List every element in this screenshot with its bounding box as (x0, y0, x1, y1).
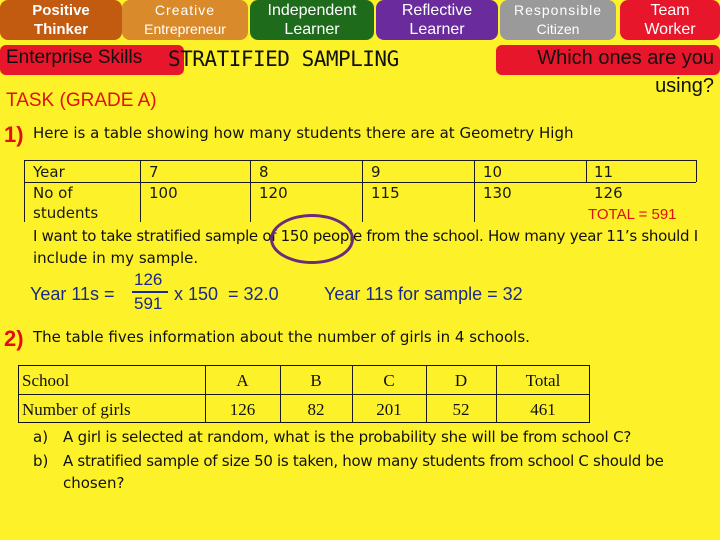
table2-row-label: Number of girls (22, 400, 131, 419)
tag-line-1: Positive (32, 2, 90, 19)
part-a-label: a) (33, 428, 49, 446)
tag-independent-learner (250, 0, 374, 40)
table-rule (362, 160, 363, 222)
table2-girls: 461 (530, 400, 556, 419)
part-b-text-a: A stratified sample of size 50 is taken, how many students from school C should be (63, 452, 664, 470)
part-b-label: b) (33, 452, 49, 470)
tag-responsible-citizen (500, 0, 616, 40)
tag-line-2: Learner (284, 21, 340, 38)
table-cell-year: 10 (483, 163, 503, 181)
table2-school: B (310, 371, 322, 390)
table-cell-year: 7 (149, 163, 159, 181)
tag-line-1: Independent (267, 2, 357, 19)
question-2-intro: The table fives information about the number of girls in 4 schools. (33, 328, 530, 346)
table-cell-count: 130 (483, 184, 512, 202)
tag-reflective-learner (376, 0, 498, 40)
fraction-bar (132, 291, 168, 293)
working-answer: Year 11s for sample = 32 (324, 284, 523, 304)
tag-line-1: Team (650, 2, 690, 19)
table-rule (474, 160, 475, 222)
table-rule (140, 160, 141, 222)
table-header-students-a: No of (33, 184, 73, 202)
table2-school: D (454, 371, 468, 390)
table2-school: Total (525, 371, 561, 390)
table2-school: C (383, 371, 395, 390)
tag-line-2: Learner (409, 21, 465, 38)
highlight-circle (270, 214, 354, 264)
table2-girls: 201 (376, 400, 402, 419)
skills-question: Which ones are you using? (537, 47, 714, 97)
table-cell-count: 120 (259, 184, 288, 202)
table2-girls: 82 (307, 400, 325, 419)
table2-header-school: School (22, 371, 70, 390)
table2-school: A (236, 371, 249, 390)
table-cell-count: 115 (371, 184, 400, 202)
tag-line-2: Citizen (536, 21, 580, 37)
table-rule (696, 160, 697, 182)
table-header-students-b: students (33, 204, 99, 222)
total-label: TOTAL = 591 (588, 206, 677, 223)
question-1-text-b: include in my sample. (33, 249, 199, 267)
table-rule (250, 160, 251, 222)
question-1-number: 1) (4, 122, 24, 147)
tag-line-2: Thinker (33, 21, 89, 38)
working-denominator: 591 (134, 294, 163, 313)
part-a-text: A girl is selected at random, what is the probability she will be from school C? (63, 428, 632, 446)
tag-line-2: Entrepreneur (144, 21, 226, 37)
tag-line-2: Worker (644, 21, 696, 38)
tag-line-1: Responsible (513, 2, 603, 18)
tag-positive-thinker (0, 0, 122, 40)
table2-girls: 126 (229, 400, 256, 419)
tag-line-1: Creative (154, 2, 216, 18)
task-heading: TASK (GRADE A) (6, 90, 157, 111)
table-cell-count: 100 (149, 184, 178, 202)
question-1-intro: Here is a table showing how many students there are at Geometry High (33, 124, 574, 142)
table-rule (18, 394, 590, 395)
tag-line-1: Reflective (401, 2, 473, 19)
part-b-text-b: chosen? (63, 474, 125, 492)
question-1-text-a: I want to take stratified sample of 150 people from the school. How many year 11’s should I (33, 227, 698, 245)
table-cell-year: 9 (371, 163, 381, 181)
table-cell-year: 11 (594, 163, 614, 181)
table-rule (24, 160, 696, 161)
tag-team-worker (620, 0, 720, 40)
table-rule (586, 160, 587, 182)
table-cell-count: 126 (594, 184, 623, 202)
table-rule (24, 160, 25, 222)
enterprise-skills-label: Enterprise Skills (6, 47, 143, 68)
working-numerator: 126 (134, 270, 163, 289)
table2-girls: 52 (452, 400, 470, 419)
tag-creative-entrepreneur (122, 0, 248, 40)
working-rhs: x 150 = 32.0 (174, 284, 279, 304)
table-rule (24, 182, 696, 183)
table-header-year: Year (33, 163, 65, 181)
question-2-number: 2) (4, 326, 24, 351)
page-title: STRATIFIED SAMPLING (168, 47, 399, 71)
table-cell-year: 8 (259, 163, 269, 181)
working-lhs: Year 11s = (30, 284, 115, 304)
